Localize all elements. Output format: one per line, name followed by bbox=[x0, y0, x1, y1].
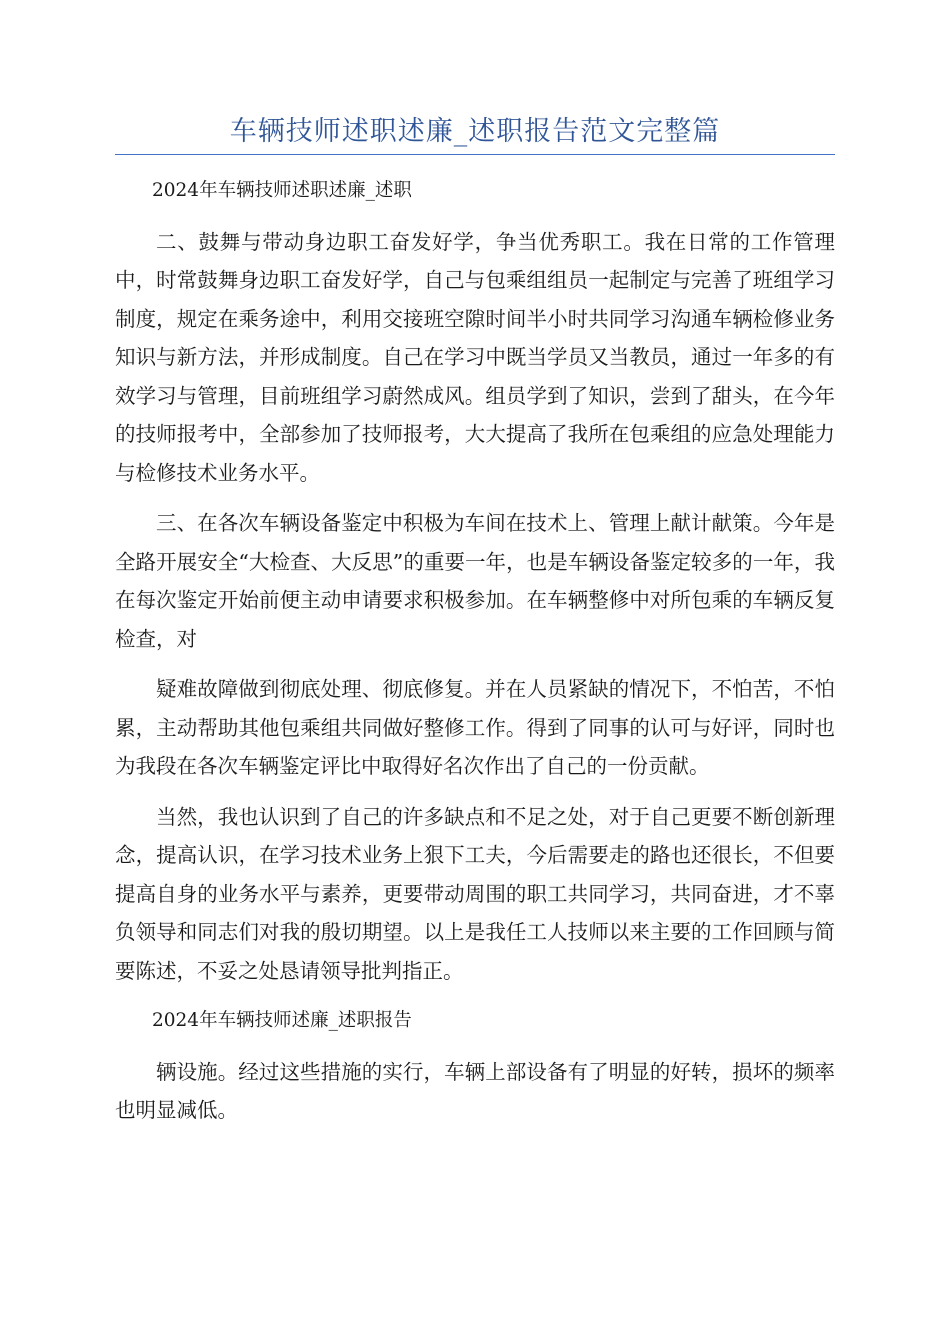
section-heading-2: 2024年车辆技师述廉_述职报告 bbox=[152, 1010, 412, 1031]
body-paragraph: 疑难故障做到彻底处理、彻底修复。并在人员紧缺的情况下，不怕苦，不怕累，主动帮助其他包乘组共同做好整修工作。得到了同事的认可与好评，同时也为我段在各次车辆鉴定评比中取得好名次作出了自己的一份贡献。 bbox=[115, 677, 835, 778]
section-heading-1: 2024年车辆技师述职述廉_述职 bbox=[152, 180, 412, 201]
document-title: 车辆技师述职述廉_述职报告范文完整篇 bbox=[229, 116, 721, 147]
title-underline bbox=[115, 154, 835, 155]
body-paragraph: 辆设施。经过这些措施的实行，车辆上部设备有了明显的好转，损坏的频率也明显减低。 bbox=[115, 1059, 835, 1122]
body-paragraph: 二、鼓舞与带动身边职工奋发好学，争当优秀职工。我在日常的工作管理中，时常鼓舞身边职工奋发好学，自己与包乘组组员一起制定与完善了班组学习制度，规定在乘务途中，利用交接班空隙时间半小时共同学习沟通车辆检修业务知识与新方法，并形成制度。自己在学习中既当学员又当教员，通过一年多的有效学习与管理，目前班组学习蔚然成风。组员学到了知识，尝到了甜头，在今年的技师报考中，全部参加了技师报考，大大提高了我所在包乘组的应急处理能力与检修技术业务水平。 bbox=[115, 229, 835, 485]
document-body bbox=[115, 172, 835, 1142]
body-paragraph: 三、在各次车辆设备鉴定中积极为车间在技术上、管理上献计献策。今年是全路开展安全“大检查、大反思”的重要一年，也是车辆设备鉴定较多的一年，我在每次鉴定开始前便主动申请要求积极参加。在车辆整修中对所包乘的车辆反复检查，对 bbox=[115, 511, 835, 651]
body-paragraph: 当然，我也认识到了自己的许多缺点和不足之处，对于自己更要不断创新理念，提高认识，在学习技术业务上狠下工夫，今后需要走的路也还很长，不但要提高自身的业务水平与素养，更要带动周围的职工共同学习，共同奋进，才不辜负领导和同志们对我的殷切期望。以上是我任工人技师以来主要的工作回顾与简要陈述，不妥之处恳请领导批判指正。 bbox=[115, 804, 835, 983]
